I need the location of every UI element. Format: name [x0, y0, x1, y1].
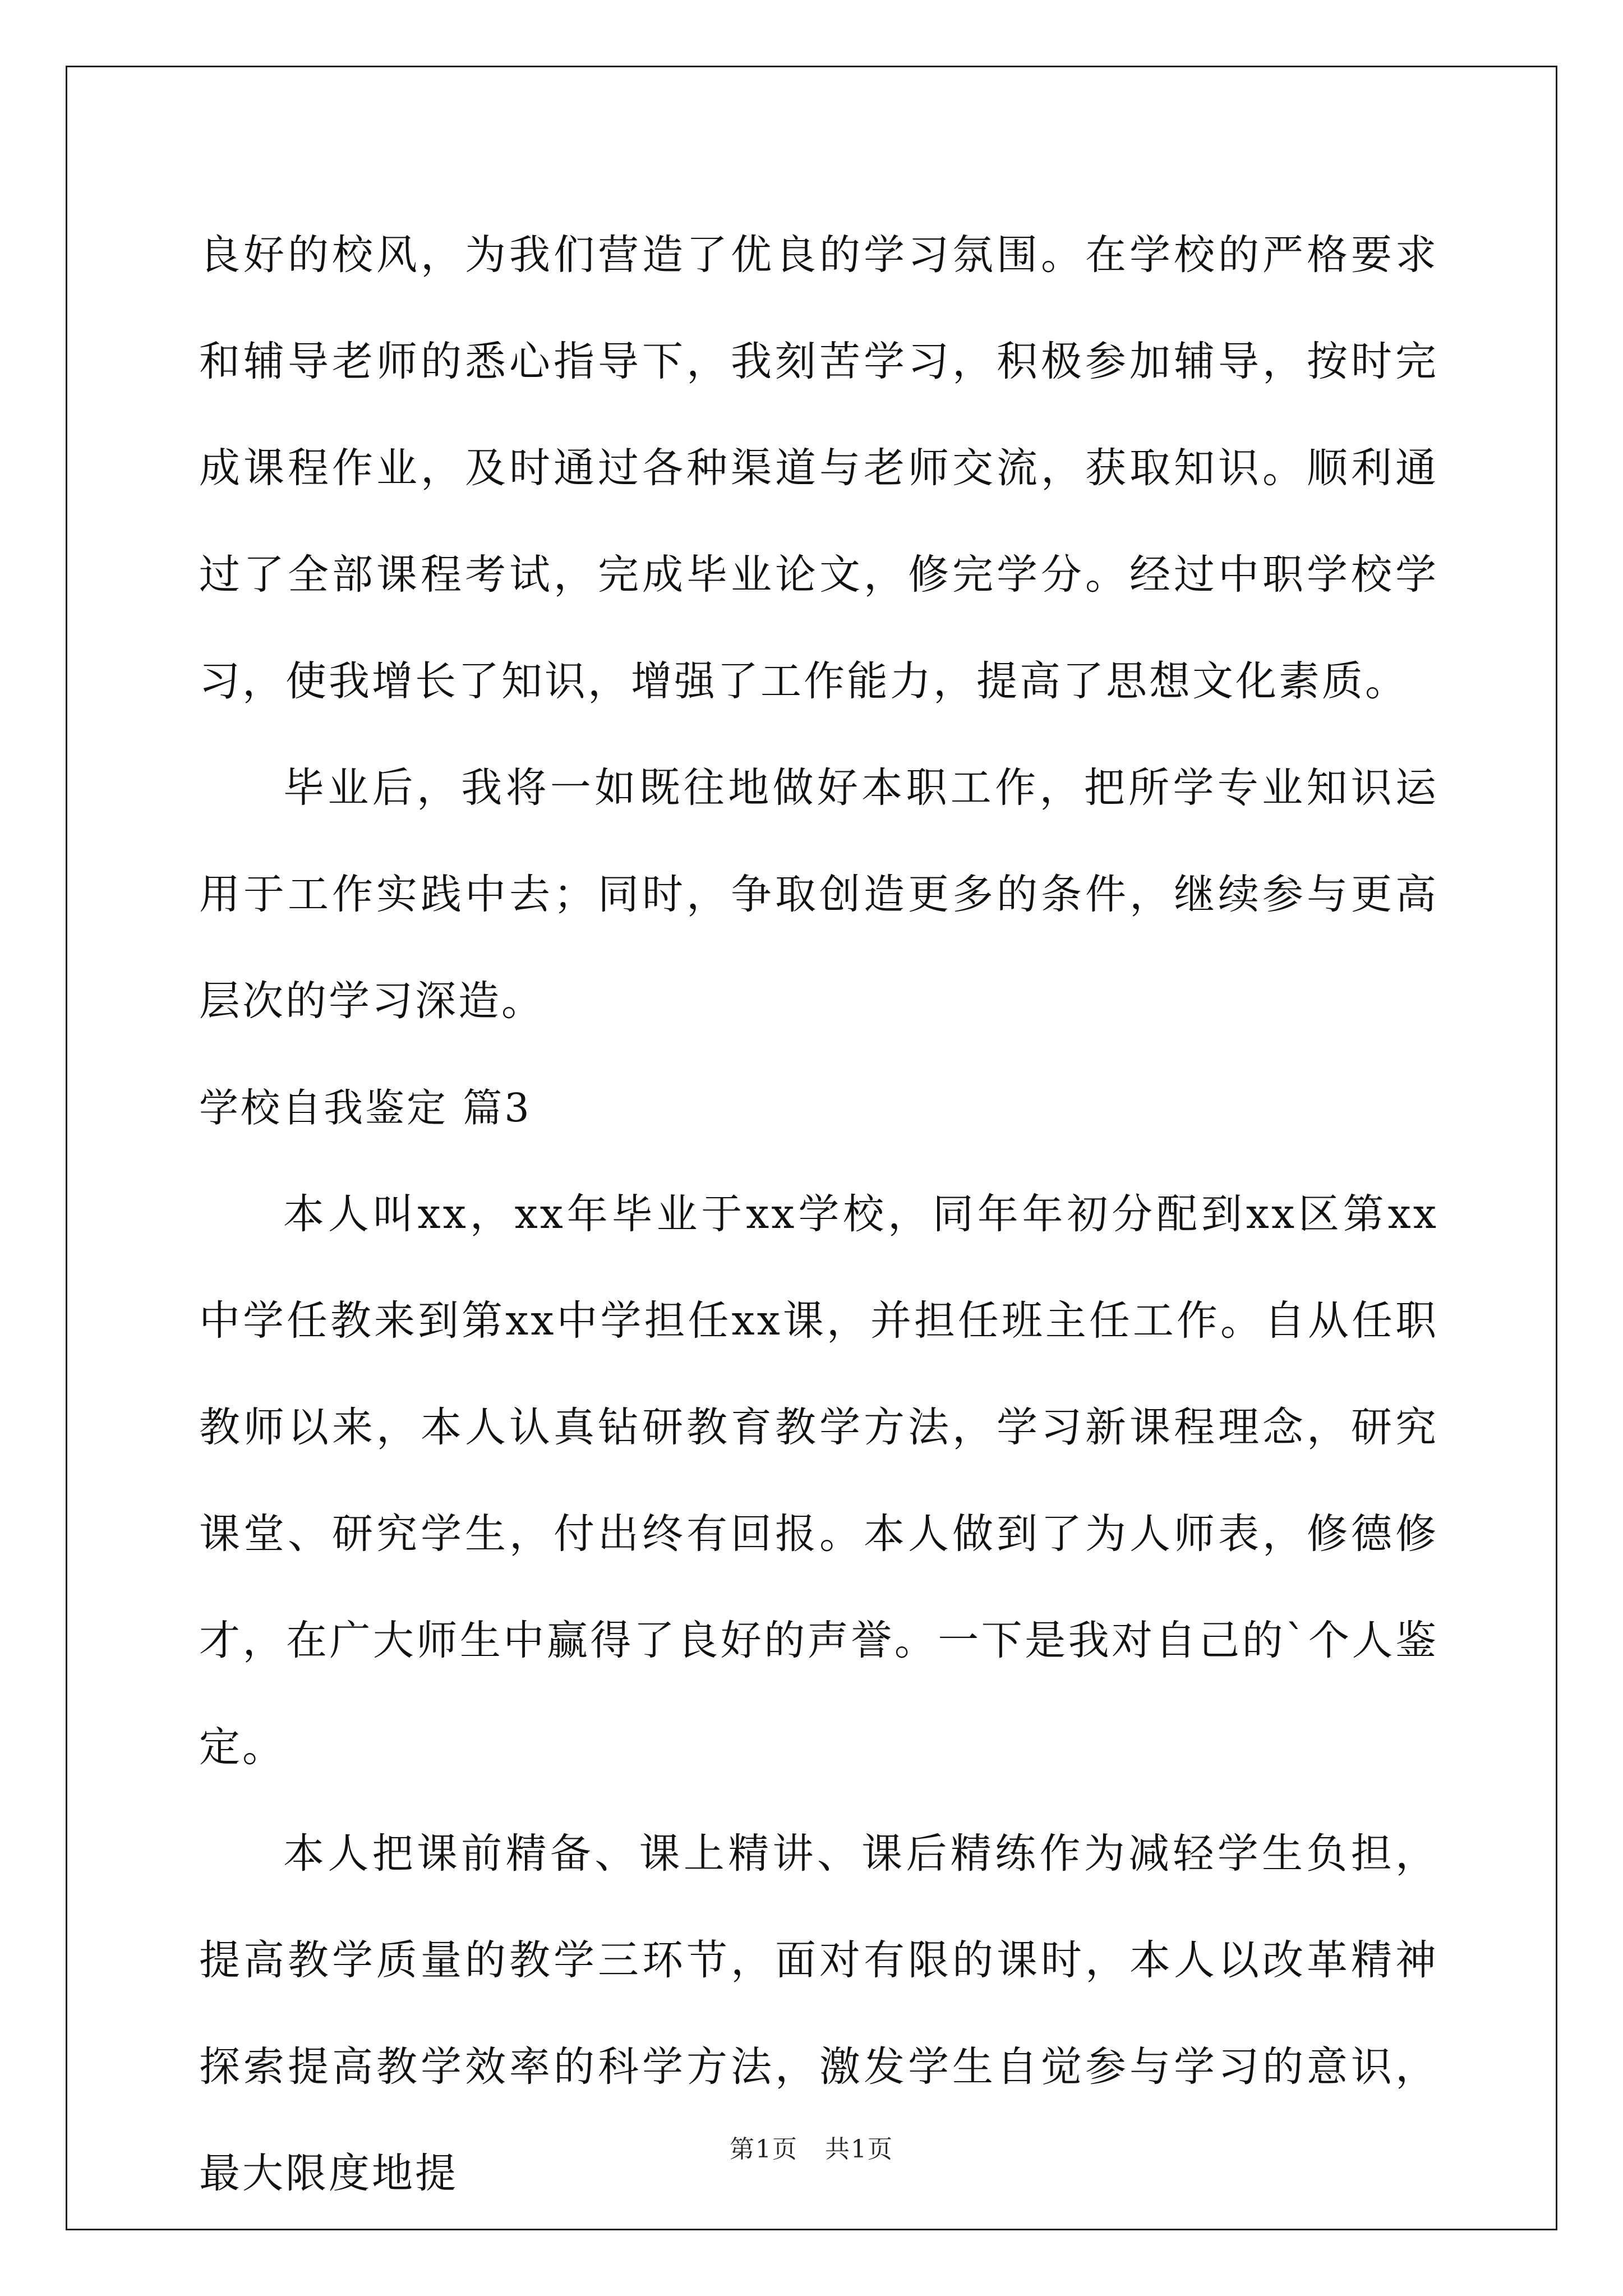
paragraph-3: 本人叫xx，xx年毕业于xx学校，同年年初分配到xx区第xx中学任教来到第xx中学担任xx课，并担任班主任工作。自从任职教师以来，本人认真钻研教育教学方法，学习新课程理念，研究课堂、研究学生，付出终有回报。本人做到了为人师表，修德修才，在广大师生中赢得了良好的声誉。一下是我对自己的`个人鉴定。	[199, 1190, 1438, 1771]
paragraph-2: 毕业后，我将一如既往地做好本职工作，把所学专业知识运用于工作实践中去；同时，争取创造更多的条件，继续参与更高层次的学习深造。	[199, 764, 1438, 1025]
page-number: 第1页	[730, 2135, 799, 2164]
document-body	[199, 202, 1438, 2227]
page-footer	[0, 2129, 1623, 2165]
paragraph-1: 良好的校风，为我们营造了优良的学习氛围。在学校的严格要求和辅导老师的悉心指导下，我刻苦学习，积极参加辅导，按时完成课程作业，及时通过各种渠道与老师交流，获取知识。顺利通过了全部课程考试，完成毕业论文，修完学分。经过中职学校学习，使我增长了知识，增强了工作能力，提高了思想文化素质。	[199, 231, 1438, 705]
paragraph-4: 本人把课前精备、课上精讲、课后精练作为减轻学生负担，提高教学质量的教学三环节，面对有限的课时，本人以改革精神探索提高教学效率的科学方法，激发学生自觉参与学习的意识，最大限度地提	[199, 1830, 1438, 2197]
page-total: 共1页	[824, 2135, 893, 2164]
section-heading: 学校自我鉴定 篇3	[199, 1085, 532, 1131]
